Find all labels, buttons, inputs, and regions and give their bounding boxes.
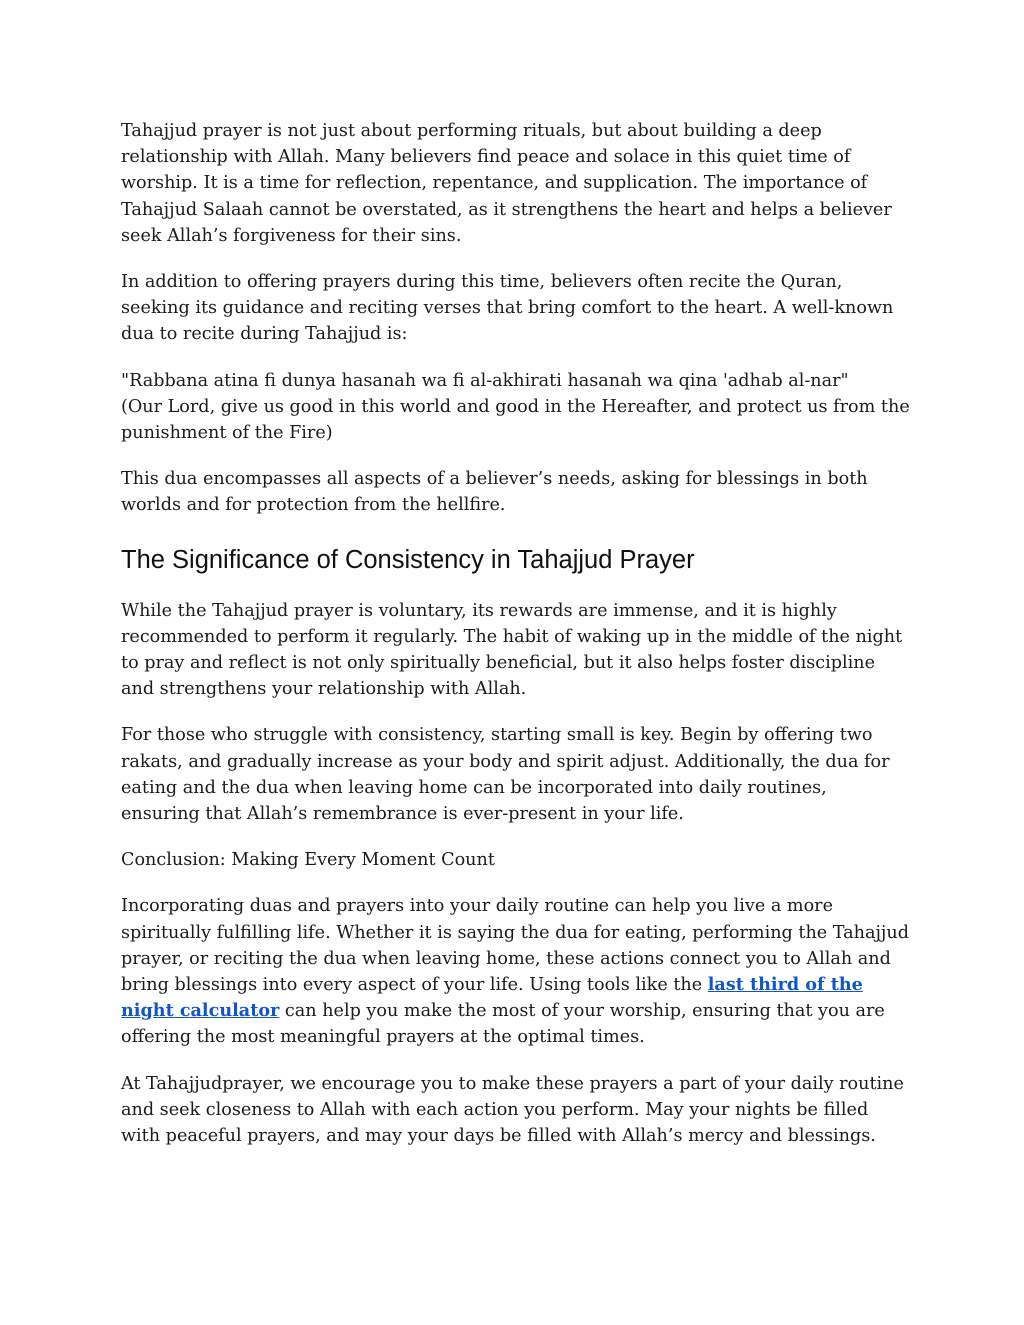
paragraph-incorporating-duas bbox=[121, 893, 911, 1050]
paragraph-voluntary-prayer: While the Tahajjud prayer is voluntary, its rewards are immense, and it is highly recommended to perform it regularly. The habit of waking up in the middle of the night to pray and reflect is not only spiritually beneficial, but it also helps foster discipline and strengthens your relationship with Allah. bbox=[121, 600, 903, 700]
paragraph-tahajjud-intro: Tahajjud prayer is not just about performing rituals, but about building a deep relationship with Allah. Many believers find peace and solace in this quiet time of worship. It is a time for reflection, repentance, and supplication. The importance of Tahajjud Salaah cannot be overstated, as it strengthens the heart and helps a believer seek Allah’s forgiveness for their sins. bbox=[121, 121, 892, 246]
conclusion-title: Conclusion: Making Every Moment Count bbox=[121, 850, 495, 871]
paragraph-quran-recitation: In addition to offering prayers during this time, believers often recite the Quran, seeking its guidance and reciting verses that bring comfort to the heart. A well-known dua to recite during Tahajjud is: bbox=[121, 272, 894, 345]
dua-translation: (Our Lord, give us good in this world and good in the Hereafter, and protect us from the punishment of the Fire) bbox=[121, 396, 910, 444]
night-calculator-link[interactable]: last third of the night calculator bbox=[121, 974, 863, 1022]
dua-quote bbox=[121, 368, 911, 447]
document-page bbox=[121, 118, 911, 1169]
paragraph-closing: At Tahajjudprayer, we encourage you to make these prayers a part of your daily routine and seek closeness to Allah with each action you perform. May your nights be filled with peaceful prayers, and may your days be filled with Allah’s mercy and blessings. bbox=[121, 1073, 904, 1147]
paragraph-text-after-link: can help you make the most of your worship, ensuring that you are offering the most meaningful prayers at the optimal times. bbox=[121, 1001, 885, 1048]
paragraph-dua-explanation: This dua encompasses all aspects of a believer’s needs, asking for blessings in both worlds and for protection from the hellfire. bbox=[121, 469, 868, 516]
paragraph-consistency-tips: For those who struggle with consistency, starting small is key. Begin by offering two rakats, and gradually increase as your body and spirit adjust. Additionally, the dua for eating and the dua when leaving home can be incorporated into daily routines, ensuring that Allah’s remembrance is ever-present in your life. bbox=[121, 725, 890, 825]
dua-arabic-transliteration: "Rabbana atina fi dunya hasanah wa fi al-akhirati hasanah wa qina 'adhab al-nar" bbox=[121, 370, 849, 391]
section-heading: The Significance of Consistency in Tahajjud Prayer bbox=[121, 545, 695, 574]
paragraph-text-before-link: Incorporating duas and prayers into your daily routine can help you live a more spiritually fulfilling life. Whether it is saying the dua for eating, performing the Tahajjud prayer, or reciting the dua when leaving home, these actions connect you to Allah and bring blessings into every aspect of your life. Using tools like the bbox=[121, 896, 909, 996]
